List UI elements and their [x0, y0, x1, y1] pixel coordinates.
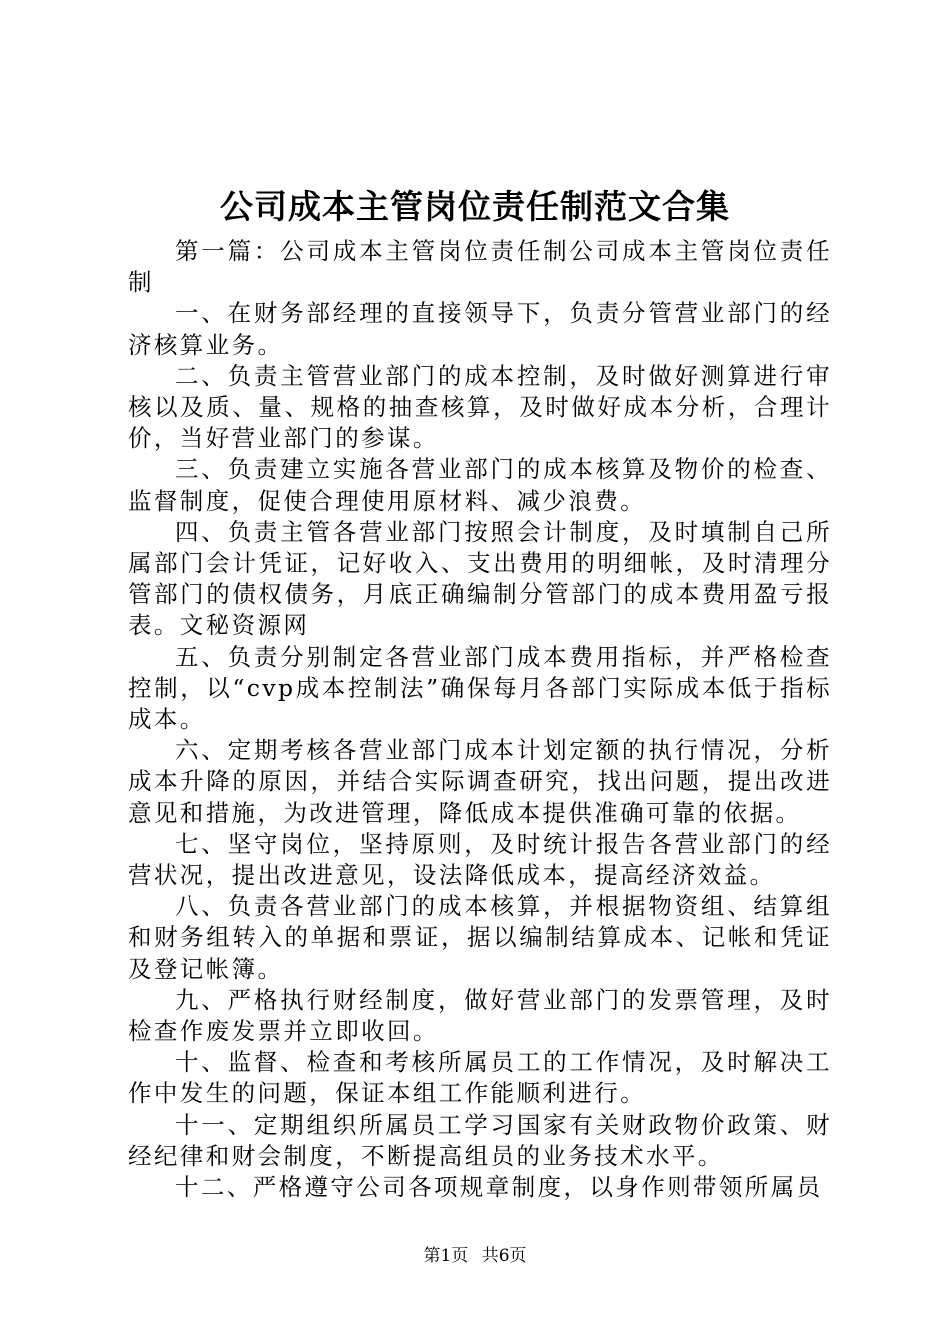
paragraph: 六、定期考核各营业部门成本计划定额的执行情况，分析成本升降的原因，并结合实际调查研究，找出问题，提出改进意见和措施，为改进管理，降低成本提供准确可靠的依据。: [128, 736, 832, 827]
paragraph: 二、负责主管营业部门的成本控制，及时做好测算进行审核以及质、量、规格的抽查核算，及时做好成本分析，合理计价，当好营业部门的参谋。: [128, 361, 832, 453]
paragraph: 八、负责各营业部门的成本核算，并根据物资组、结算组和财务组转入的单据和票证，据以编制结算成本、记帐和凭证及登记帐簿。: [128, 892, 832, 983]
page-total: 共6页: [481, 1246, 527, 1266]
paragraph: 一、在财务部经理的直接领导下，负责分管营业部门的经济核算业务。: [128, 299, 832, 359]
paragraph: 四、负责主管各营业部门按照会计制度，及时填制自己所属部门会计凭证，记好收入、支出费用的明细帐，及时清理分管部门的债权债务，月底正确编制分管部门的成本费用盈亏报表。文秘资源网: [128, 517, 832, 640]
paragraph: 十、监督、检查和考核所属员工的工作情况，及时解决工作中发生的问题，保证本组工作能顺利进行。: [128, 1048, 832, 1108]
page-footer: [0, 1244, 950, 1268]
paragraph: 三、负责建立实施各营业部门的成本核算及物价的检查、监督制度，促使合理使用原材料、减少浪费。: [128, 455, 832, 515]
paragraph: 七、坚守岗位，坚持原则，及时统计报告各营业部门的经营状况，提出改进意见，设法降低成本，提高经济效益。: [128, 829, 832, 890]
page-number: 第1页: [423, 1246, 469, 1266]
document-title: 公司成本主管岗位责任制范文合集: [220, 187, 730, 226]
paragraph: 第一篇：公司成本主管岗位责任制公司成本主管岗位责任制: [128, 237, 832, 297]
paragraph: 五、负责分别制定各营业部门成本费用指标，并严格检查控制，以“cvp成本控制法”确保每月各部门实际成本低于指标成本。: [128, 642, 832, 734]
paragraph: 十二、严格遵守公司各项规章制度，以身作则带领所属员: [175, 1173, 823, 1202]
paragraph: 十一、定期组织所属员工学习国家有关财政物价政策、财经纪律和财会制度，不断提高组员的业务技术水平。: [128, 1110, 832, 1170]
paragraph: 九、严格执行财经制度，做好营业部门的发票管理，及时检查作废发票并立即收回。: [128, 985, 832, 1046]
document-body: [128, 236, 832, 1203]
